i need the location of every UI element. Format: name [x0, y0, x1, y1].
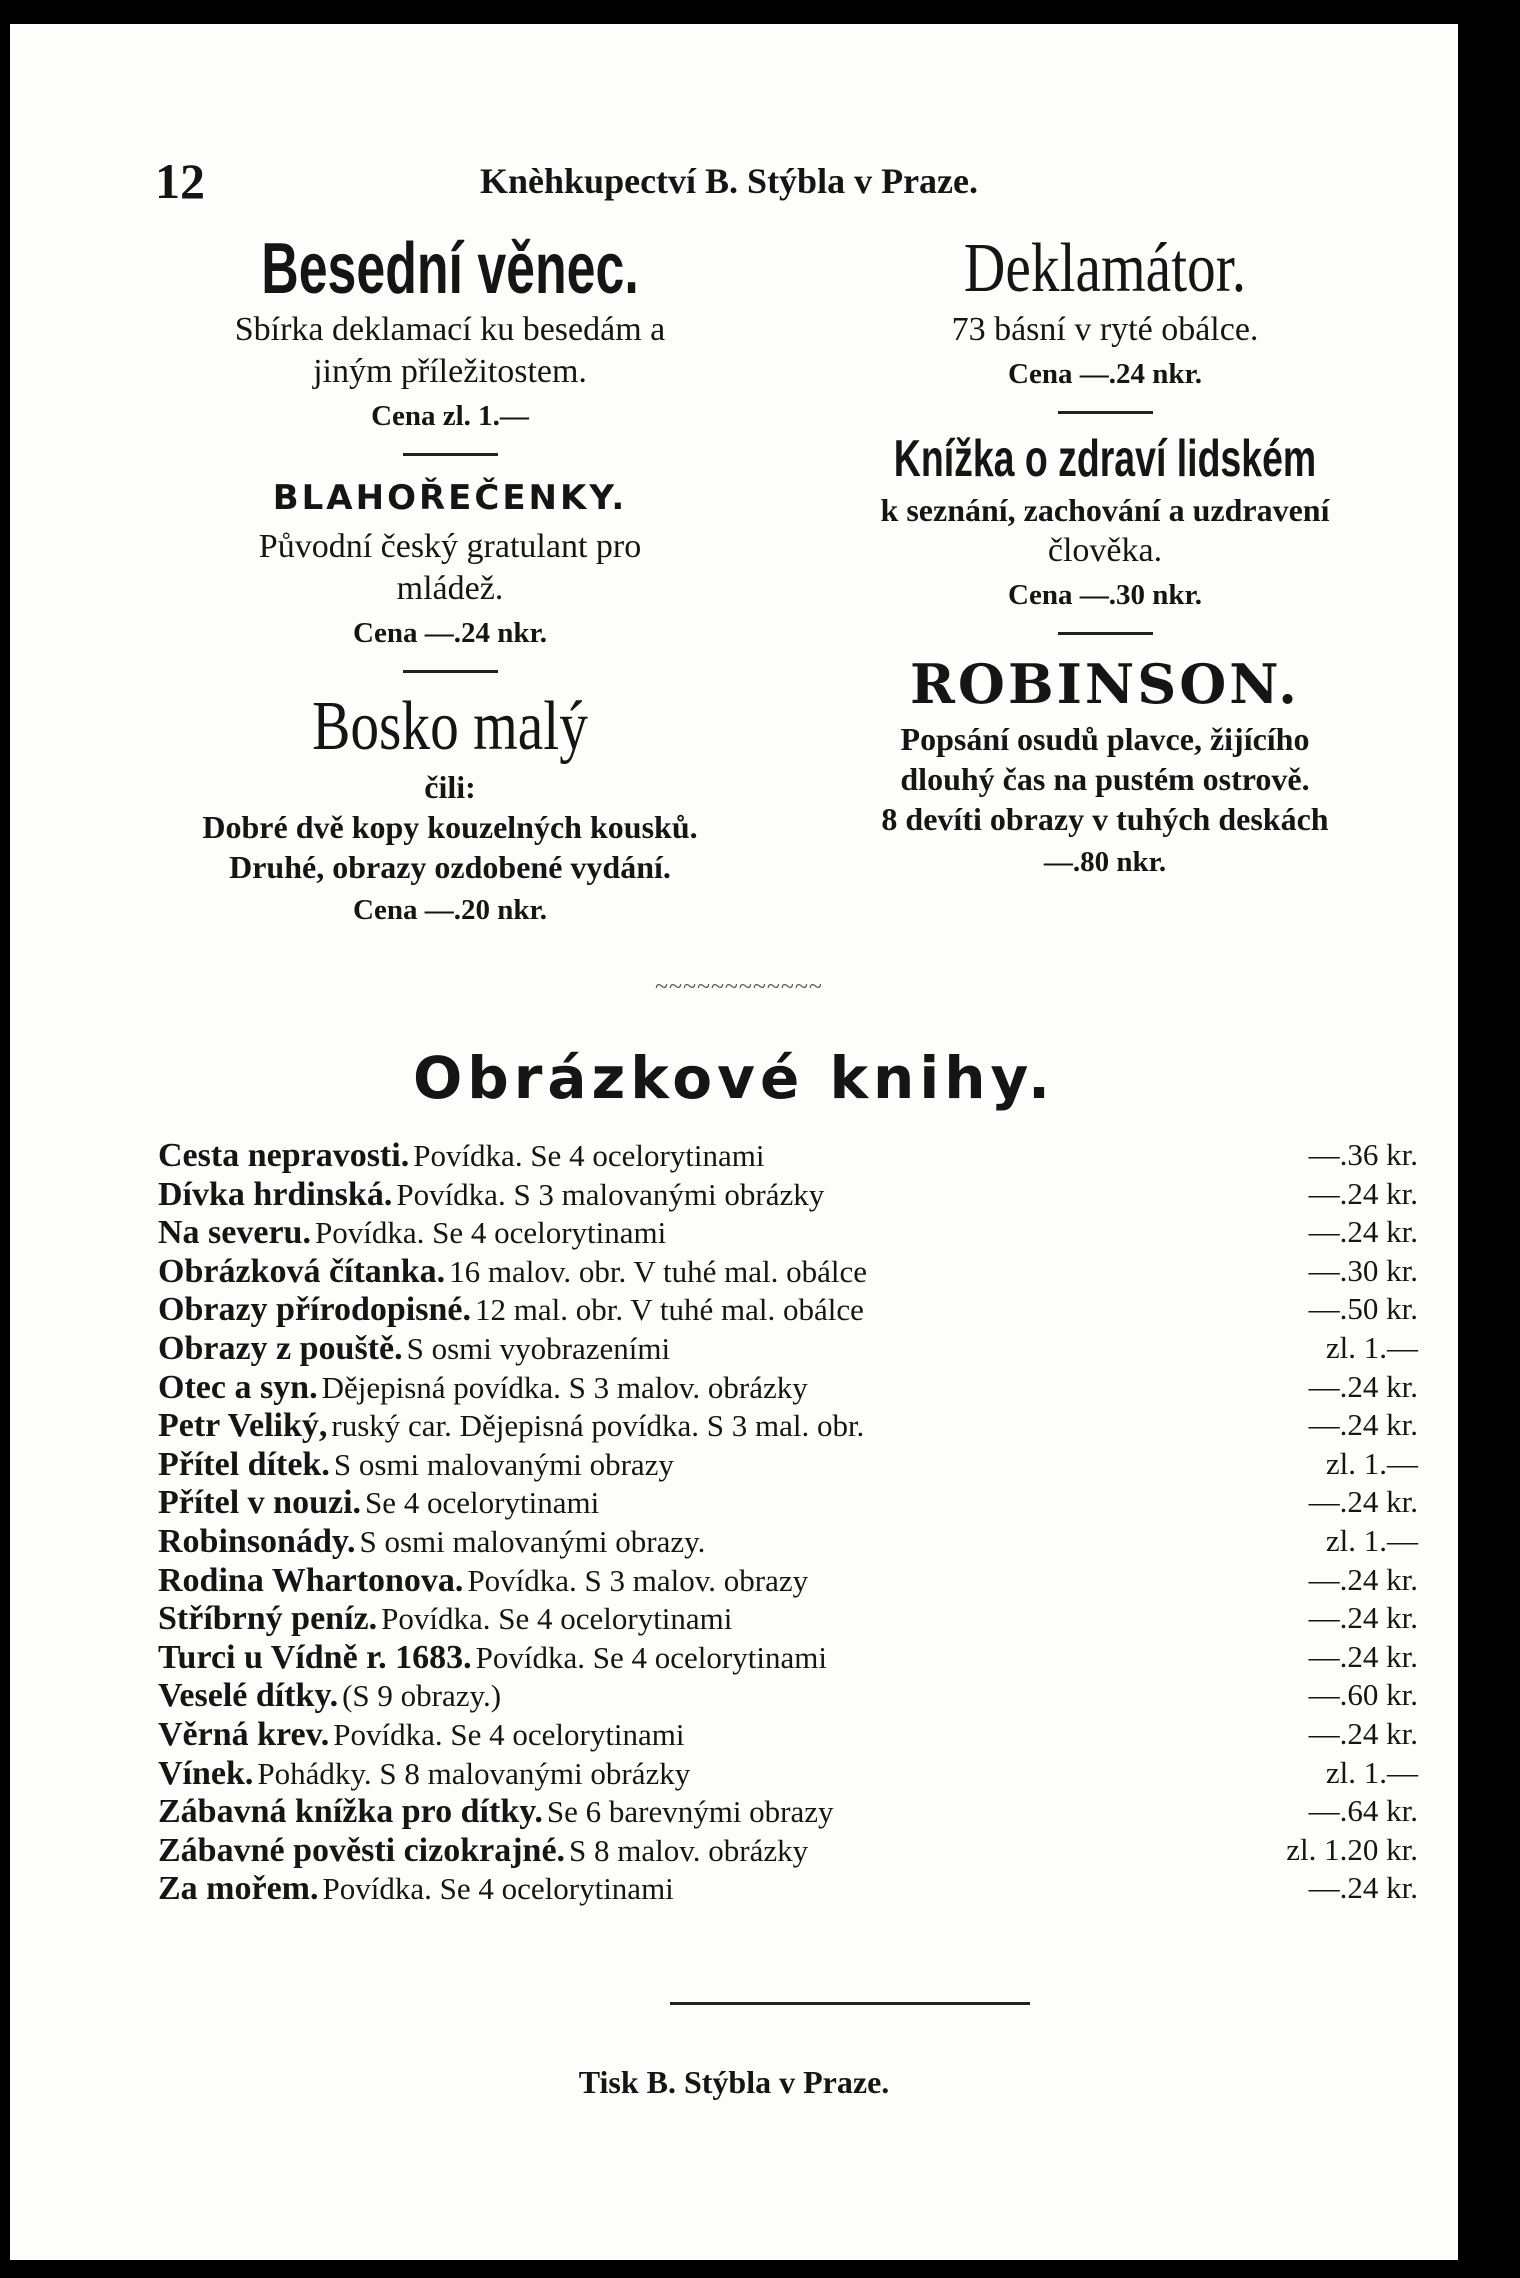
- book-description: Povídka. Se 4 ocelorytinami: [413, 1138, 765, 1173]
- divider: [1058, 632, 1153, 635]
- book-title: Přítel v nouzi.: [158, 1484, 362, 1522]
- book-title: Dívka hrdinská.: [158, 1175, 393, 1213]
- book-price: Cena zl. 1.—: [371, 400, 529, 432]
- book-description: Povídka. S 3 malovanými obrázky: [396, 1176, 825, 1212]
- list-item: [158, 1446, 1418, 1485]
- book-title: Věrná krev.: [158, 1715, 330, 1753]
- book-title: Obrázková čítanka.: [158, 1252, 446, 1290]
- right-column: [790, 229, 1420, 885]
- list-item: [158, 1214, 1418, 1253]
- book-price: —.24 kr.: [1308, 1214, 1418, 1250]
- book-title: Rodina Whartonova.: [158, 1561, 464, 1599]
- running-title: Knèhkupectví B. Stýbla v Praze.: [480, 161, 979, 201]
- section-title: Obrázkové knihy.: [412, 1044, 1056, 1112]
- book-title: Na severu.: [158, 1214, 311, 1252]
- book-title: Knížka o zdraví lidském: [893, 430, 1317, 488]
- list-item: [158, 1870, 1418, 1909]
- book-price: —.24 kr.: [1308, 1870, 1418, 1906]
- book-price: —.24 kr.: [1308, 1715, 1418, 1751]
- book-description: S 8 malov. obrázky: [569, 1832, 809, 1868]
- list-item: [158, 1523, 1418, 1562]
- book-subtitle: čili:: [424, 769, 476, 805]
- book-description: S osmi malovanými obrazy.: [359, 1523, 706, 1559]
- book-description: Druhé, obrazy ozdobené vydání.: [229, 849, 671, 885]
- list-item: [158, 1677, 1418, 1716]
- book-description: Povídka. Se 4 ocelorytinami: [333, 1716, 685, 1752]
- book-price: zl. 1.—: [1325, 1522, 1418, 1558]
- list-item: [158, 1832, 1418, 1871]
- list-item: [158, 1755, 1418, 1794]
- book-description: (S 9 obrazy.): [342, 1678, 502, 1714]
- list-item: [158, 1716, 1418, 1755]
- book-description: ruský car. Dějepisná povídka. S 3 mal. obr.: [331, 1408, 865, 1444]
- list-item: [158, 1253, 1418, 1292]
- list-item: [158, 1562, 1418, 1601]
- divider: [403, 670, 498, 673]
- book-title: Přítel dítek.: [158, 1445, 330, 1483]
- divider: [1058, 411, 1153, 414]
- book-title: Zábavná knížka pro dítky.: [158, 1793, 543, 1831]
- book-price: —.30 kr.: [1308, 1252, 1418, 1288]
- book-price: —.24 kr.: [1308, 1407, 1418, 1443]
- book-description: 8 devíti obrazy v tuhých deskách: [881, 801, 1329, 837]
- book-price: —.24 kr.: [1308, 1600, 1418, 1636]
- book-price: zl. 1.—: [1325, 1445, 1418, 1481]
- list-item: [158, 1369, 1418, 1408]
- book-price: Cena —.20 nkr.: [353, 894, 547, 926]
- book-list: [158, 1137, 1418, 1909]
- book-title: Cesta nepravosti.: [158, 1137, 410, 1174]
- book-description: mládež.: [396, 570, 504, 607]
- book-description: Sbírka deklamací ku besedám a: [234, 311, 666, 348]
- imprint: Tisk B. Stýbla v Praze.: [578, 2064, 890, 2100]
- book-price: —.24 kr.: [1308, 1484, 1418, 1520]
- book-description: S osmi malovanými obrazy: [333, 1446, 674, 1482]
- book-description: Se 4 ocelorytinami: [365, 1485, 600, 1521]
- book-title: Petr Veliký,: [158, 1407, 328, 1445]
- book-description: Původní český gratulant pro: [258, 528, 642, 565]
- book-description: Se 6 barevnými obrazy: [546, 1794, 834, 1830]
- book-description: jiným příležitostem.: [313, 353, 587, 390]
- book-title: Bosko malý: [312, 688, 588, 765]
- book-description: Povídka. Se 4 ocelorytinami: [475, 1639, 827, 1675]
- book-price: —.64 kr.: [1308, 1793, 1418, 1829]
- book-price: Cena —.30 nkr.: [1008, 579, 1202, 611]
- book-description: člověka.: [1047, 532, 1163, 569]
- book-description: Povídka. Se 4 ocelorytinami: [381, 1601, 733, 1637]
- book-title: Deklamátor.: [963, 230, 1247, 307]
- page-header: [10, 152, 1458, 212]
- book-price: —.36 kr.: [1308, 1137, 1418, 1172]
- book-price: —.24 kr.: [1308, 1175, 1418, 1211]
- book-title: Zábavné pověsti cizokrajné.: [158, 1831, 566, 1869]
- page-number: 12: [155, 153, 205, 209]
- book-price: —.80 nkr.: [1043, 846, 1167, 878]
- book-price: zl. 1.20 kr.: [1286, 1831, 1418, 1867]
- book-title: Stříbrný peníz.: [158, 1600, 378, 1638]
- book-price: zl. 1.—: [1325, 1329, 1418, 1365]
- book-description: dlouhý čas na pustém ostrově.: [900, 761, 1310, 797]
- book-description: Dějepisná povídka. S 3 malov. obrázky: [321, 1369, 808, 1405]
- book-title: Obrazy přírodopisné.: [158, 1291, 471, 1329]
- book-description: 73 básní v ryté obálce.: [951, 311, 1259, 348]
- book-description: Pohádky. S 8 malovanými obrázky: [257, 1755, 691, 1791]
- book-price: —.24 kr.: [1308, 1368, 1418, 1404]
- list-item: [158, 1330, 1418, 1369]
- list-item: [158, 1137, 1418, 1176]
- list-item: [158, 1291, 1418, 1330]
- book-title: Besední věnec.: [261, 229, 639, 309]
- list-item: [158, 1484, 1418, 1523]
- list-item: [158, 1407, 1418, 1446]
- book-title: BLAHOŘEČENKY.: [272, 478, 628, 518]
- book-title: Robinsonády.: [158, 1522, 356, 1560]
- book-price: zl. 1.—: [1325, 1754, 1418, 1790]
- book-title: ROBINSON.: [910, 652, 1300, 716]
- book-description: k seznání, zachování a uzdravení: [880, 492, 1330, 528]
- ornament-divider: ~~~~~~~~~~~~: [655, 974, 823, 1000]
- book-title: Vínek.: [158, 1754, 254, 1792]
- divider: [403, 453, 498, 456]
- book-description: Povídka. Se 4 ocelorytinami: [322, 1871, 674, 1907]
- catalog-page: [10, 24, 1458, 2260]
- left-column: [140, 229, 760, 933]
- book-price: Cena —.24 nkr.: [1008, 358, 1202, 390]
- list-item: [158, 1176, 1418, 1215]
- book-description: Povídka. Se 4 ocelorytinami: [314, 1215, 667, 1251]
- book-price: —.60 kr.: [1308, 1677, 1418, 1713]
- book-title: Turci u Vídně r. 1683.: [158, 1638, 472, 1676]
- divider: [670, 2002, 1030, 2005]
- list-item: [158, 1793, 1418, 1832]
- book-description: 12 mal. obr. V tuhé mal. obálce: [474, 1292, 864, 1328]
- book-description: 16 malov. obr. V tuhé mal. obálce: [449, 1253, 867, 1289]
- list-item: [158, 1639, 1418, 1678]
- book-title: Za mořem.: [158, 1870, 319, 1908]
- book-title: Obrazy z pouště.: [158, 1329, 403, 1367]
- book-description: Popsání osudů plavce, žijícího: [900, 721, 1310, 757]
- book-price: —.50 kr.: [1308, 1291, 1418, 1327]
- book-price: —.24 kr.: [1308, 1638, 1418, 1674]
- book-description: S osmi vyobrazeními: [406, 1330, 671, 1366]
- book-title: Otec a syn.: [158, 1368, 318, 1406]
- list-item: [158, 1600, 1418, 1639]
- book-title: Veselé dítky.: [158, 1677, 339, 1715]
- book-description: Dobré dvě kopy kouzelných kousků.: [202, 809, 698, 845]
- book-price: Cena —.24 nkr.: [353, 617, 547, 649]
- book-description: Povídka. S 3 malov. obrazy: [467, 1562, 809, 1598]
- book-price: —.24 kr.: [1308, 1561, 1418, 1597]
